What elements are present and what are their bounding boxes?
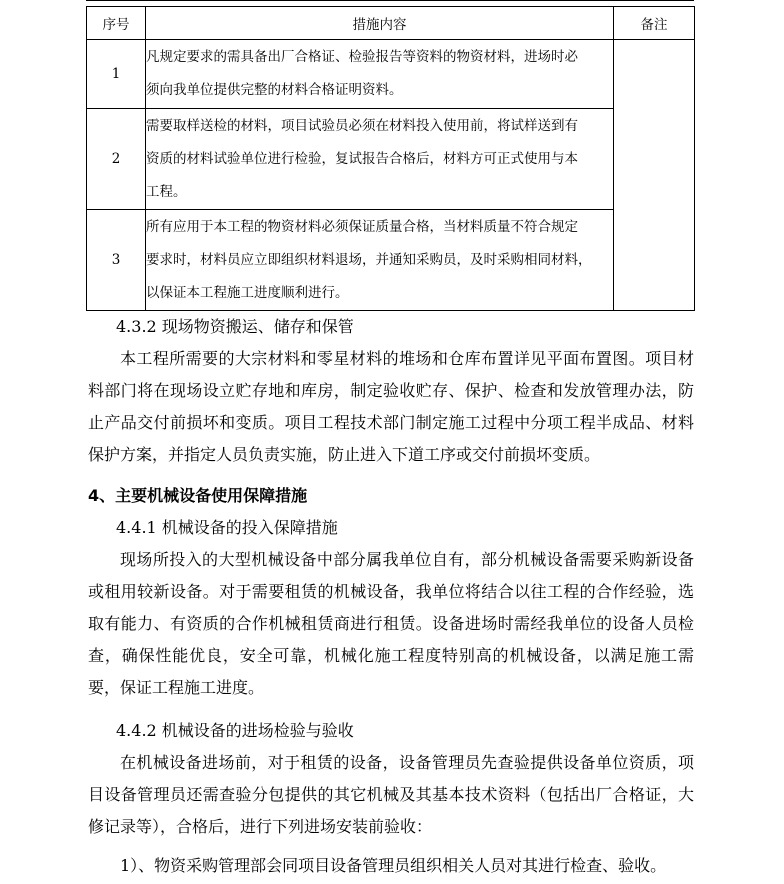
section-4-4-1-title: 4.4.1 机械设备的投入保障措施: [116, 518, 338, 537]
table-header-row: [87, 7, 695, 40]
row-line: 工程。: [146, 183, 187, 200]
header-content: 措施内容: [146, 7, 614, 40]
list-item-1: 1）、物资采购管理部会同项目设备管理员组织相关人员对其进行检查、验收。: [120, 856, 667, 875]
section-4-4-1-paragraph: 现场所投入的大型机械设备中部分属我单位自有，部分机械设备需要采购新设备或租用较新设备。对于需要租赁的机械设备，我单位将结合以往工程的合作经验，选取有能力、有资质的合作机械租赁商进行租赁。设备进场时需经我单位的设备人员检查，确保性能优良，安全可靠，机械化施工程度特别高的机械设备，以满足施工需要，保证工程施工进度。: [88, 550, 694, 697]
row-line: 所有应用于本工程的物资材料必须保证质量合格，当材料质量不符合规定: [146, 218, 578, 235]
row-line: 凡规定要求的需具备出厂合格证、检验报告等资料的物资材料，进场时必: [146, 49, 578, 65]
row-line: 以保证本工程施工进度顺利进行。: [146, 284, 349, 301]
row-content: [146, 40, 614, 109]
section-4-3-2-title: 4.3.2 现场物资搬运、储存和保管: [116, 317, 354, 336]
section-4-4-2-paragraph: 在机械设备进场前，对于租赁的设备，设备管理员先查验提供设备单位资质，项目设备管理员还需查验分包提供的其它机械及其基本技术资料（包括出厂合格证，大修记录等），合格后，进行下列进场安装前验收：: [88, 753, 694, 836]
row-line: 资质的材料试验单位进行检验，复试报告合格后，材料方可正式使用与本: [146, 150, 578, 167]
table-row: [87, 109, 695, 210]
row-number: 3: [87, 210, 146, 311]
remark-cell: [614, 40, 695, 311]
row-line: 要求时，材料员应立即组织材料退场，并通知采购员，及时采购相同材料，: [146, 251, 592, 268]
table-row: [87, 40, 695, 109]
row-line: 须向我单位提供完整的材料合格证明资料。: [146, 82, 403, 98]
table-row: [87, 210, 695, 311]
row-content: [146, 109, 614, 210]
row-number: 1: [87, 40, 146, 109]
row-line: 需要取样送检的材料，项目试验员必须在材料投入使用前，将试样送到有: [146, 117, 578, 134]
header-remark: 备注: [614, 7, 695, 40]
top-rule: [86, 0, 694, 1]
section-4-3-2-paragraph: 本工程所需要的大宗材料和零星材料的堆场和仓库布置详见平面布置图。项目材料部门将在现场设立贮存地和库房，制定验收贮存、保护、检查和发放管理办法，防止产品交付前损坏和变质。项目工程技术部门制定施工过程中分项工程半成品、材料保护方案，并指定人员负责实施，防止进入下道工序或交付前损坏变质。: [88, 349, 694, 464]
row-content: [146, 210, 614, 311]
section-4-4-2-title: 4.4.2 机械设备的进场检验与验收: [116, 721, 354, 740]
measures-table: [86, 6, 695, 311]
section-4-heading: 4、主要机械设备使用保障措施: [88, 486, 308, 505]
header-no: 序号: [87, 7, 146, 40]
row-number: 2: [87, 109, 146, 210]
